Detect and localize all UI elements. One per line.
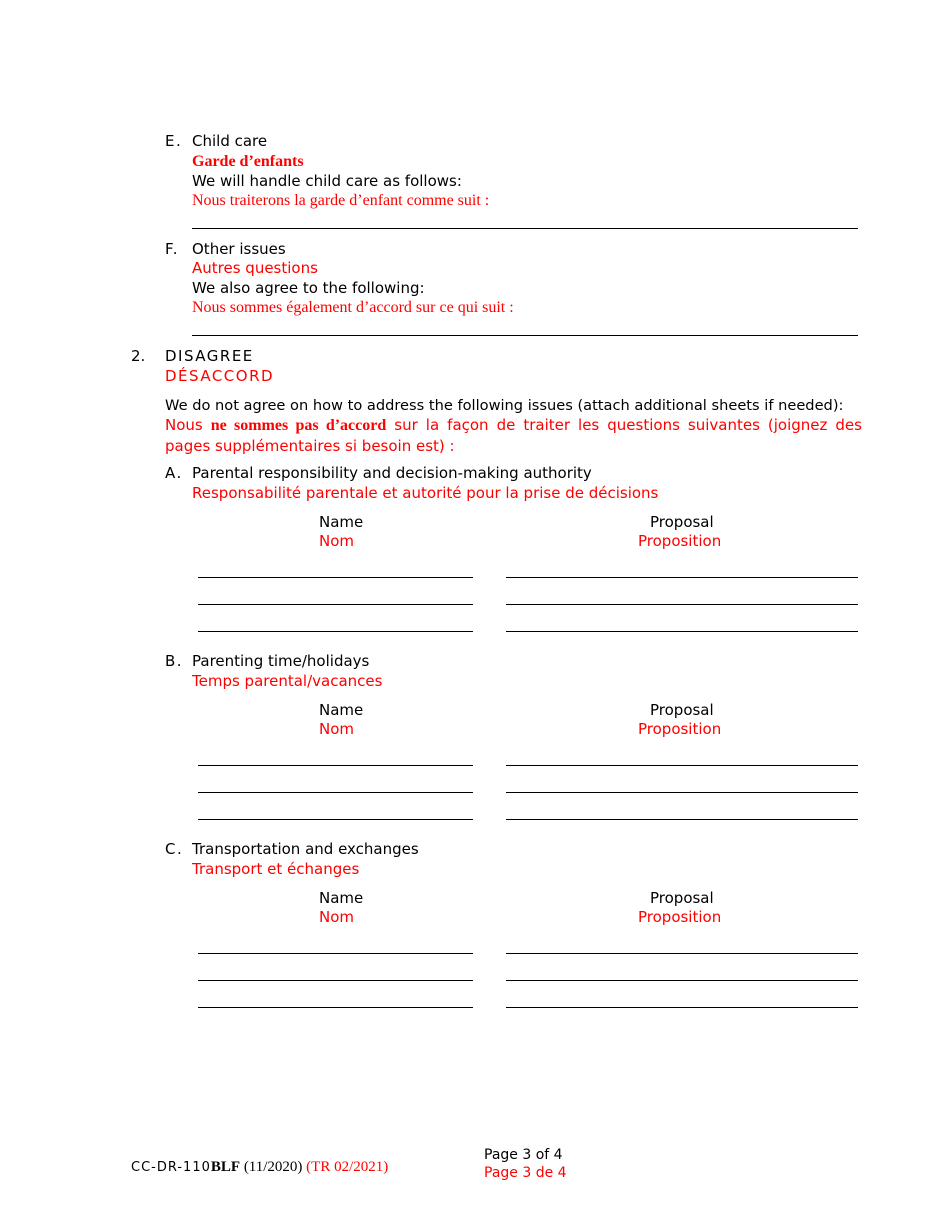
item-c-name-header: Name bbox=[319, 889, 364, 907]
item-c-title-fr: Transport et échanges bbox=[192, 860, 360, 878]
disagree-title-fr: DÉSACCORD bbox=[165, 367, 275, 385]
item-a-title: Parental responsibility and decision-making authority bbox=[192, 464, 592, 482]
item-a-name-header-fr: Nom bbox=[319, 532, 355, 550]
item-c-name-field-1[interactable] bbox=[198, 953, 473, 954]
item-c-proposal-header-fr: Proposition bbox=[638, 908, 722, 926]
item-c-proposal-field-1[interactable] bbox=[506, 953, 858, 954]
section-2-number: 2. bbox=[131, 347, 146, 365]
child-care-field[interactable] bbox=[192, 228, 858, 229]
item-b-title-fr: Temps parental/vacances bbox=[192, 672, 383, 690]
item-b-name-field-1[interactable] bbox=[198, 765, 473, 766]
item-c-name-field-3[interactable] bbox=[198, 1007, 473, 1008]
disagree-intro-fr: Nous ne sommes pas d’accord sur la façon de traiter les questions suivantes (joignez des pages supplémentaires si besoin est) : bbox=[165, 416, 862, 455]
item-b-proposal-header-fr: Proposition bbox=[638, 720, 722, 738]
item-c-title: Transportation and exchanges bbox=[192, 840, 419, 858]
section-e-title: Child care bbox=[192, 132, 268, 150]
page-number-fr: Page 3 de 4 bbox=[484, 1165, 567, 1181]
section-f-letter: F. bbox=[165, 240, 179, 258]
item-b-proposal-header: Proposal bbox=[650, 701, 714, 719]
item-b-name-field-2[interactable] bbox=[198, 792, 473, 793]
item-a-title-fr: Responsabilité parentale et autorité pour la prise de décisions bbox=[192, 484, 659, 502]
section-e-title-fr: Garde d’enfants bbox=[192, 153, 304, 170]
section-e-letter: E. bbox=[165, 132, 183, 150]
item-a-name-field-3[interactable] bbox=[198, 631, 473, 632]
section-f-title-fr: Autres questions bbox=[192, 259, 318, 277]
item-b-name-header-fr: Nom bbox=[319, 720, 355, 738]
item-b-name-field-3[interactable] bbox=[198, 819, 473, 820]
item-b-name-header: Name bbox=[319, 701, 364, 719]
item-a-name-field-2[interactable] bbox=[198, 604, 473, 605]
page-number: Page 3 of 4 bbox=[484, 1147, 563, 1163]
item-b-proposal-field-1[interactable] bbox=[506, 765, 858, 766]
item-b-letter: B. bbox=[165, 652, 184, 670]
item-c-proposal-field-2[interactable] bbox=[506, 980, 858, 981]
item-a-name-field-1[interactable] bbox=[198, 577, 473, 578]
item-a-letter: A. bbox=[165, 464, 183, 482]
item-b-proposal-field-2[interactable] bbox=[506, 792, 858, 793]
item-a-proposal-field-2[interactable] bbox=[506, 604, 858, 605]
section-f-title: Other issues bbox=[192, 240, 286, 258]
section-f-intro-fr: Nous sommes également d’accord sur ce qui suit : bbox=[192, 299, 514, 316]
item-c-proposal-header: Proposal bbox=[650, 889, 714, 907]
disagree-intro: We do not agree on how to address the following issues (attach additional sheets if needed): bbox=[165, 397, 844, 414]
section-e-intro-fr: Nous traiterons la garde d’enfant comme suit : bbox=[192, 192, 490, 209]
section-f-intro: We also agree to the following: bbox=[192, 279, 425, 297]
item-c-name-field-2[interactable] bbox=[198, 980, 473, 981]
item-a-name-header: Name bbox=[319, 513, 364, 531]
item-c-name-header-fr: Nom bbox=[319, 908, 355, 926]
form-number: CC-DR-110BLF (11/2020) (TR 02/2021) bbox=[131, 1159, 389, 1175]
item-c-letter: C. bbox=[165, 840, 184, 858]
item-a-proposal-field-3[interactable] bbox=[506, 631, 858, 632]
item-a-proposal-header: Proposal bbox=[650, 513, 714, 531]
disagree-title: DISAGREE bbox=[165, 347, 254, 365]
item-c-proposal-field-3[interactable] bbox=[506, 1007, 858, 1008]
item-a-proposal-header-fr: Proposition bbox=[638, 532, 722, 550]
other-issues-field[interactable] bbox=[192, 335, 858, 336]
item-a-proposal-field-1[interactable] bbox=[506, 577, 858, 578]
item-b-title: Parenting time/holidays bbox=[192, 652, 370, 670]
section-e-intro: We will handle child care as follows: bbox=[192, 172, 462, 190]
item-b-proposal-field-3[interactable] bbox=[506, 819, 858, 820]
